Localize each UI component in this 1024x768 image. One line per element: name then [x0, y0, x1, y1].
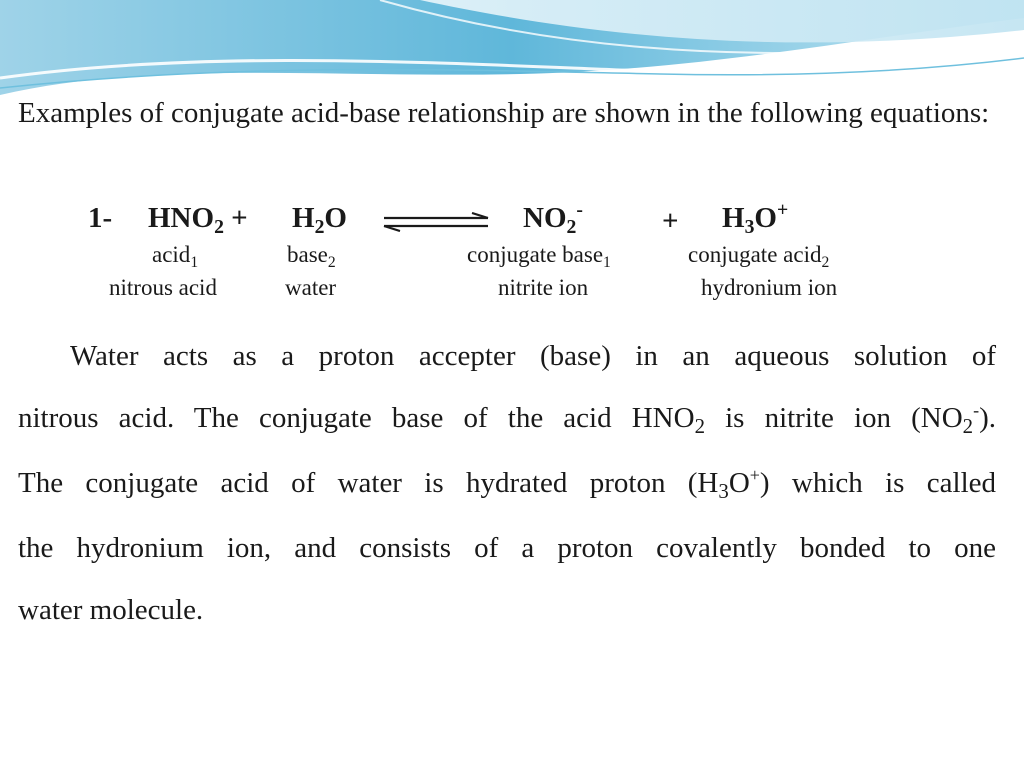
label-conjugate-acid2: conjugate acid$_2$: [688, 242, 830, 271]
label-base2: base$_2$: [287, 242, 336, 271]
paragraph-line: water molecule.: [18, 594, 204, 626]
paragraph-line: nitrous acid. The conjugate base of the acid $HNO_2$ is nitrite ion $(NO_2^-)$.: [18, 400, 996, 439]
product-h3o-plus: $H_3O^+$: [722, 199, 789, 239]
label-hydronium-ion: hydronium ion: [701, 275, 838, 300]
label-nitrite-ion: nitrite ion: [498, 275, 589, 300]
reactant-h2o: $H_2O$: [292, 202, 347, 239]
paragraph-line: Water acts as a proton accepter (base) in an aqueous solution of: [70, 340, 996, 372]
header-wave-decoration: [0, 0, 1024, 95]
label-conjugate-base1: conjugate base$_1$: [467, 242, 611, 271]
product-no2-minus: $NO_2^-$: [523, 199, 583, 239]
label-water: water: [285, 275, 337, 300]
paragraph-line: The conjugate acid of water is hydrated proton $(H_3O^+)$ which is called: [18, 465, 996, 504]
equation-plus: +: [662, 205, 679, 237]
equation-number: 1-: [88, 202, 113, 234]
label-nitrous-acid: nitrous acid: [109, 275, 217, 300]
intro-text: Examples of conjugate acid-base relationship are shown in the following equations:: [18, 97, 990, 129]
equilibrium-arrow-icon: [380, 212, 492, 232]
explanation-paragraph: [18, 325, 996, 641]
paragraph-line: the hydronium ion, and consists of a proton covalently bonded to one: [18, 532, 996, 564]
label-acid1: acid$_1$: [152, 242, 199, 271]
reactant-hno2: $HNO_2$ +: [148, 202, 248, 239]
